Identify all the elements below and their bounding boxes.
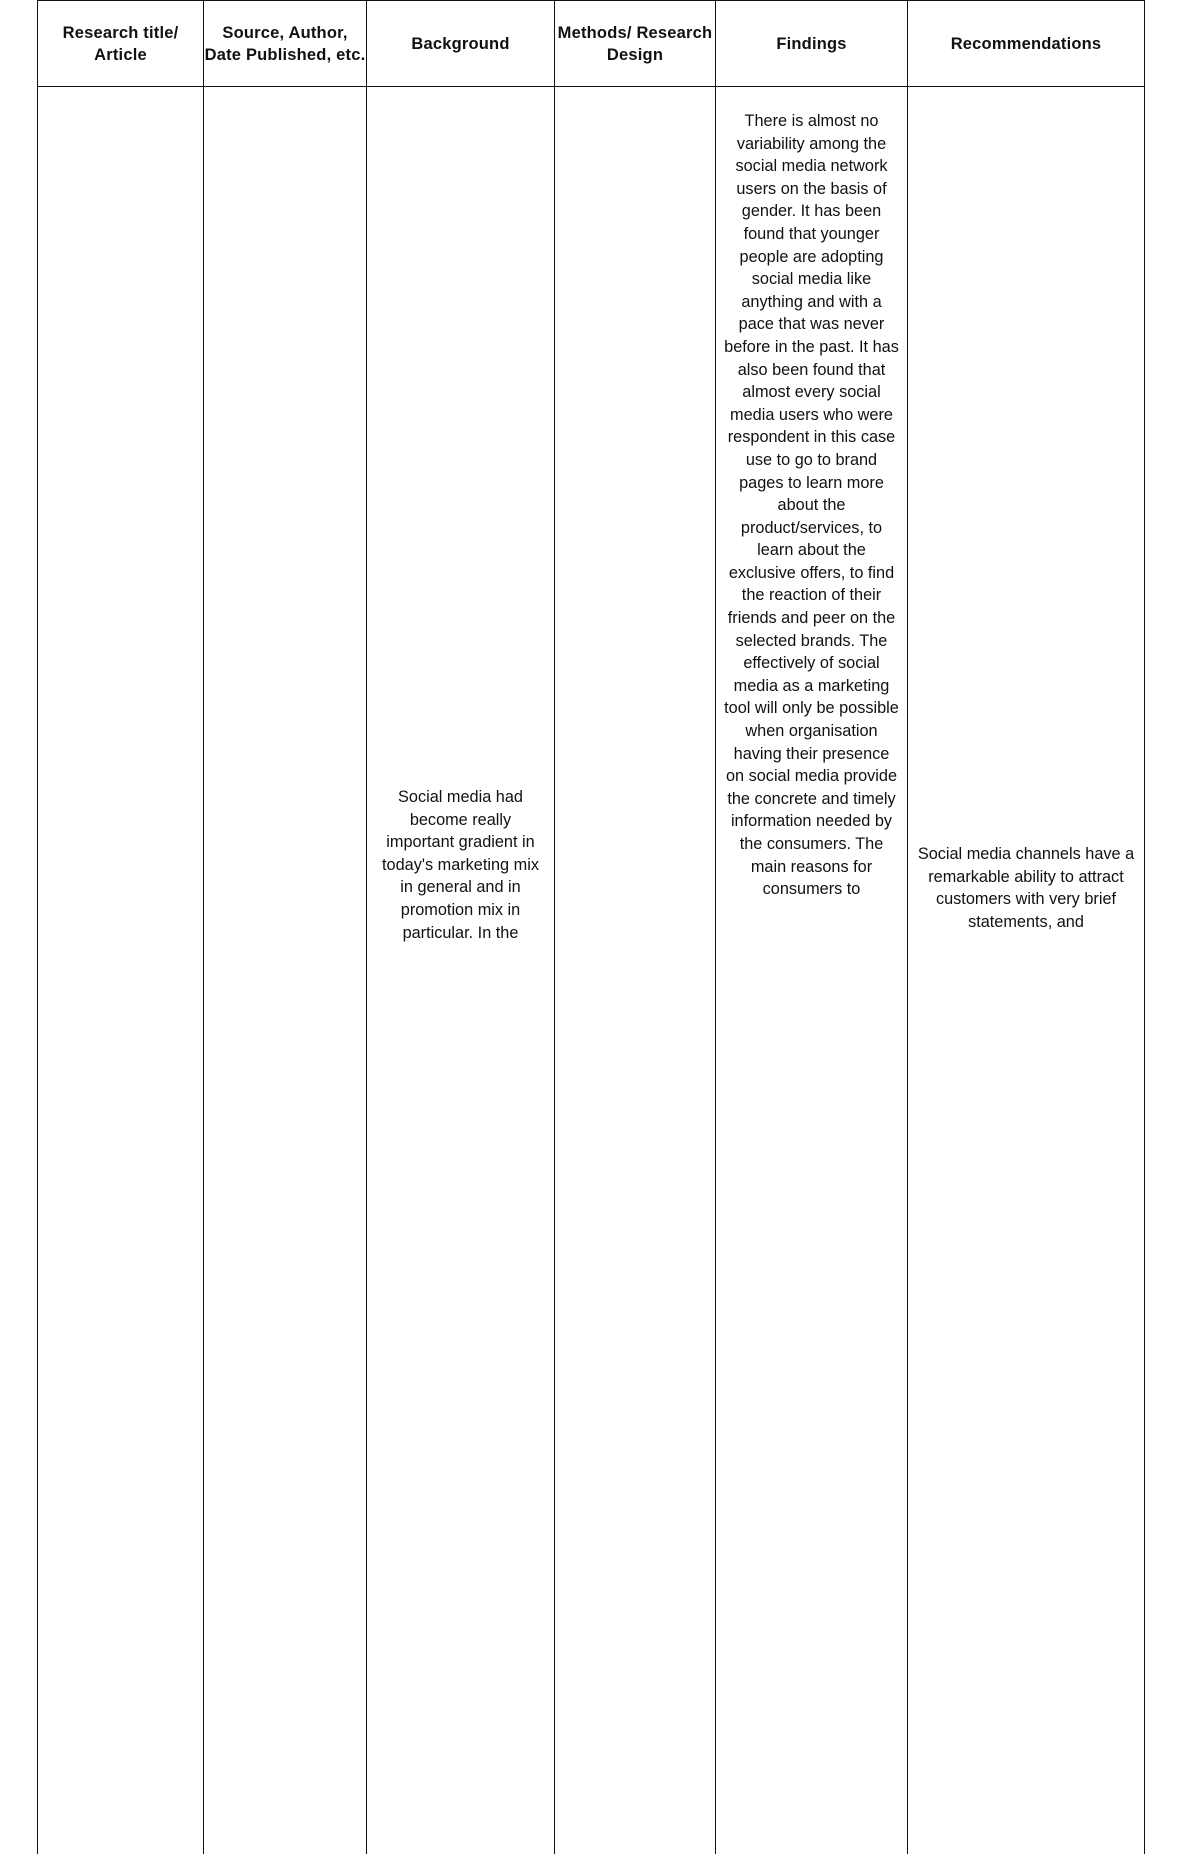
cell-findings xyxy=(716,87,908,1854)
header-row xyxy=(38,1,1145,87)
cell-findings-text: There is almost no variability among the social media network users on the basis of gender. It has been found that younger people are adopting social media like anything and with a pace that was never before in the past. It has also been found that almost every social media users who were respondent in this case use to go to brand pages to learn more about the product/services, to learn about the exclusive offers, to find the reaction of their friends and peer on the selected brands. The effectively of social media as a marketing tool will only be possible when organisation having their presence on social media provide the concrete and timely information needed by the consumers. The main reasons for consumers to xyxy=(724,110,899,901)
table-row xyxy=(38,87,1145,1854)
cell-recommendations xyxy=(908,87,1145,1854)
cell-recommendations-text: Social media channels have a remarkable ability to attract customers with very brief statements, and xyxy=(916,843,1136,933)
header-recommendations: Recommendations xyxy=(908,1,1145,87)
cell-source xyxy=(204,87,367,1854)
header-background: Background xyxy=(367,1,555,87)
cell-methods xyxy=(555,87,716,1854)
header-source: Source, Author, Date Published, etc. xyxy=(204,1,367,87)
literature-review-table xyxy=(37,0,1145,1854)
cell-background xyxy=(367,87,555,1854)
header-research-title: Research title/ Article xyxy=(38,1,204,87)
cell-research-title xyxy=(38,87,204,1854)
header-findings: Findings xyxy=(716,1,908,87)
cell-background-text: Social media had become really important gradient in today's marketing mix in general and in promotion mix in particular. In the xyxy=(375,786,546,944)
header-methods: Methods/ Research Design xyxy=(555,1,716,87)
